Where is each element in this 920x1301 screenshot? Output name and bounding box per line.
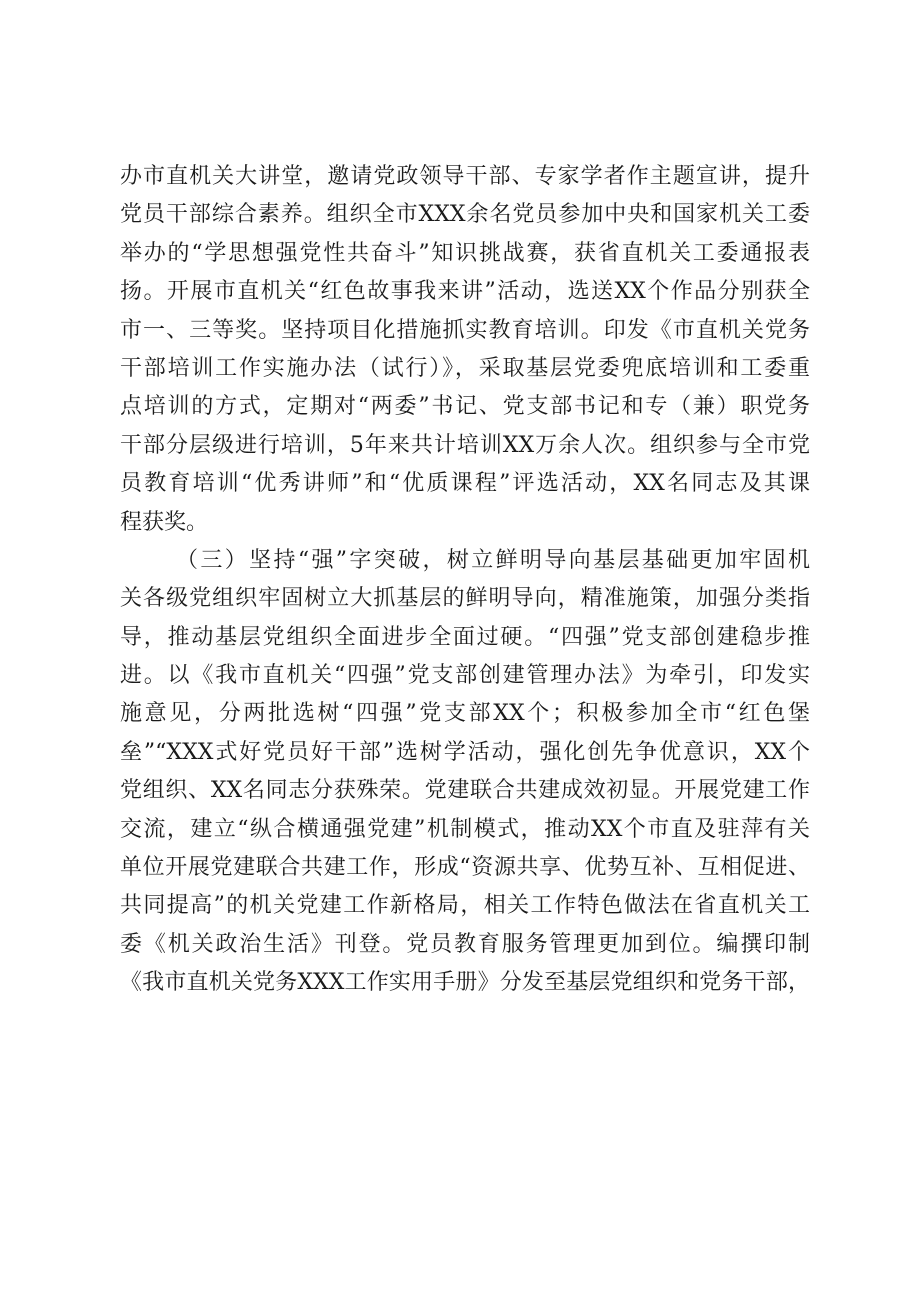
text-line: 市一、三等奖。坚持项目化措施抓实教育培训。印发《市直机关党务 (120, 317, 810, 343)
text-line: 员教育培训“优秀讲师”和“优质课程”评选活动，XX名同志及其课 (120, 471, 810, 497)
text-line: 共同提高”的机关党建工作新格局，相关工作特色做法在省直机关工 (120, 893, 810, 919)
text-line: 点培训的方式，定期对“两委”书记、党支部书记和专（兼）职党务 (120, 394, 810, 420)
text-line: 程获奖。 (120, 509, 209, 535)
text-line: 交流，建立“纵合横通强党建”机制模式，推动XX个市直及驻萍有关 (120, 816, 810, 842)
body-text (120, 158, 810, 1003)
text-line: 《我市直机关党务XXX工作实用手册》分发至基层党组织和党务干部， (120, 970, 810, 996)
text-line: 单位开展党建联合共建工作，形成“资源共享、优势互补、互相促进、 (120, 855, 810, 881)
section-heading-line: （三）坚持“强”字突破，树立鲜明导向基层基础更加牢固机 (176, 547, 810, 573)
paragraph-1 (120, 158, 810, 542)
text-line: 办市直机关大讲堂，邀请党政领导干部、专家学者作主题宣讲，提升 (120, 164, 810, 189)
text-line: 垒”“XXX式好党员好干部”选树学活动，强化创先争优意识，XX个 (120, 739, 810, 765)
text-line: 委《机关政治生活》刊登。党员教育服务管理更加到位。编撰印制 (120, 931, 810, 957)
text-line: 扬。开展市直机关“红色故事我来讲”活动，选送XX个作品分别获全 (120, 279, 810, 305)
text-line: 党组织、XX名同志分获殊荣。党建联合共建成效初显。开展党建工作 (120, 778, 810, 804)
text-line: 党员干部综合素养。组织全市XXX余名党员参加中央和国家机关工委 (120, 202, 810, 228)
text-line: 干部分层级进行培训，5年来共计培训XX万余人次。组织参与全市党 (120, 432, 810, 458)
text-line: 举办的“学思想强党性共奋斗”知识挑战赛，获省直机关工委通报表 (120, 240, 810, 266)
paragraph-2 (120, 542, 810, 1003)
text-line: 干部培训工作实施办法（试行）》，采取基层党委兜底培训和工委重 (120, 355, 810, 381)
text-line: 关各级党组织牢固树立大抓基层的鲜明导向，精准施策，加强分类指 (120, 586, 810, 612)
text-line: 进。以《我市直机关“四强”党支部创建管理办法》为牵引，印发实 (120, 663, 810, 689)
text-line: 导，推动基层党组织全面进步全面过硬。“四强”党支部创建稳步推 (120, 624, 810, 650)
text-line: 施意见，分两批选树“四强”党支部XX个；积极参加全市“红色堡 (120, 701, 810, 727)
